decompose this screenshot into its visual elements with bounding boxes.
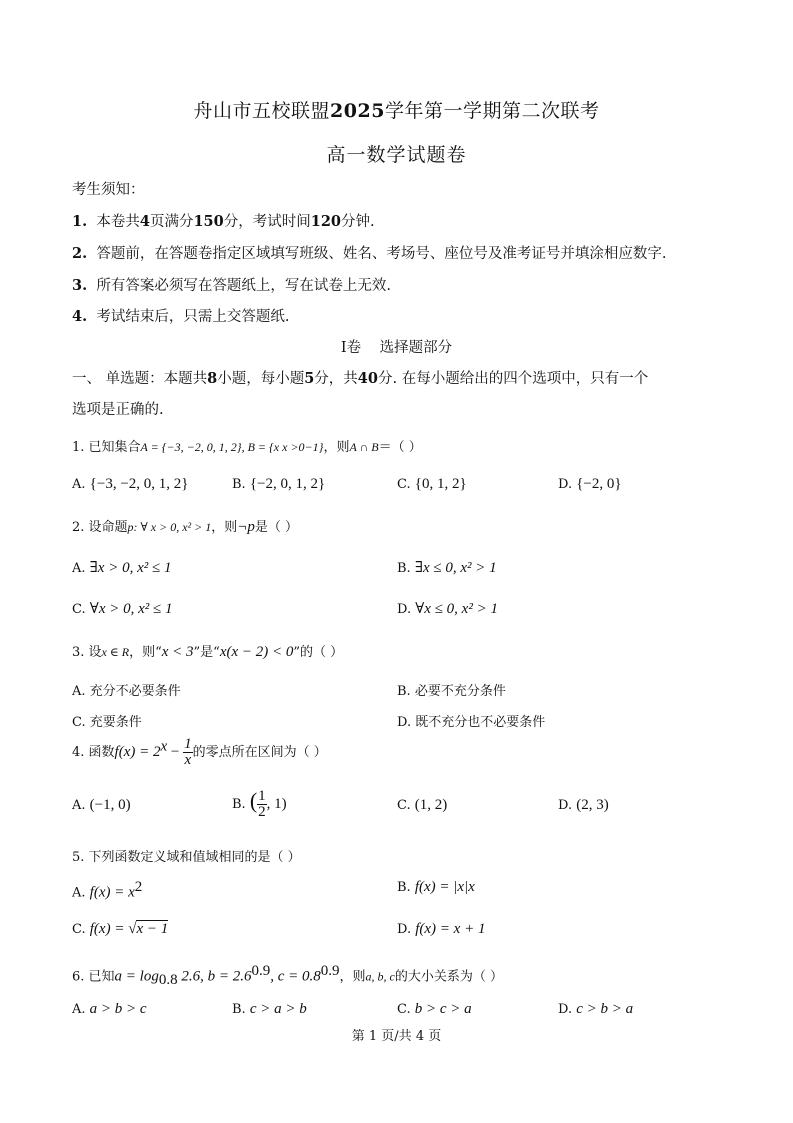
question-4: 4. 函数$f(x) = 2^x$ − $\frac{1}{x}$ 的零点所在区间为（ ） xyxy=(72,736,327,768)
q4-option-a[interactable]: A. (−1, 0) xyxy=(72,797,131,813)
section-title: I卷 选择题部分 xyxy=(340,340,453,356)
page-subtitle: 高一数学试题卷 xyxy=(326,144,467,166)
q5-option-b[interactable]: B. f(x) = |x|x xyxy=(397,879,475,895)
q5-option-d[interactable]: D. f(x) = x + 1 xyxy=(397,921,486,937)
question-1: 1. 已知集合A = {−3, −2, 0, 1, 2}, B = {x x >0−1}，则A ∩ B＝（ ） xyxy=(72,440,422,455)
q6-option-b[interactable]: B. c > a > b xyxy=(232,1001,307,1017)
notice-item-2: 2. 答题前，在答题卷指定区域填写班级、姓名、考场号、座位号及准考证号并填涂相应数字. xyxy=(72,245,667,262)
q1-set-a: A = {−3, −2, 0, 1, 2} xyxy=(140,440,242,454)
q4-option-c[interactable]: C. (1, 2) xyxy=(397,797,448,813)
q4-option-d[interactable]: D. (2, 3) xyxy=(558,797,609,813)
q3-option-b[interactable]: B. 必要不充分条件 xyxy=(397,684,506,699)
notice-item-1: 1. 本卷共4页满分150分，考试时间120分钟. xyxy=(72,213,375,230)
page-title xyxy=(0,96,793,123)
q1-option-c[interactable]: C. {0, 1, 2} xyxy=(397,476,467,492)
q6-option-d[interactable]: D. c > b > a xyxy=(558,1001,634,1017)
section-intro-line2: 选项是正确的. xyxy=(72,402,164,418)
title-year: 2025 xyxy=(330,100,385,122)
question-6: 6. 已知$a = \log_{0.8} 2.6$, $b = 2.6^{0.9}$, $c = 0.8^{0.9}$，则a, b, c的大小关系为（ ） xyxy=(72,963,503,988)
q1-set-b: , B = {x x >0−1} xyxy=(241,440,324,454)
question-3: 3. 设x ∈ R，则“x < 3”是“x(x − 2) < 0”的（ ） xyxy=(72,644,344,660)
q3-option-d[interactable]: D. 既不充分也不必要条件 xyxy=(397,715,546,730)
notice-item-4: 4. 考试结束后，只需上交答题纸. xyxy=(72,308,290,325)
q4-option-b[interactable]: B. ( $\frac{1}{2}$ , 1) xyxy=(232,788,287,820)
notice-item-3: 3. 所有答案必须写在答题纸上，写在试卷上无效. xyxy=(72,277,391,294)
title-post: 学年第一学期第二次联考 xyxy=(384,100,600,122)
notice-label: 考生须知： xyxy=(72,182,145,198)
q1-option-b[interactable]: B. {−2, 0, 1, 2} xyxy=(232,476,326,492)
q6-option-c[interactable]: C. b > c > a xyxy=(397,1001,472,1017)
title-pre: 舟山市五校联盟 xyxy=(193,100,331,122)
q1-option-a[interactable]: A. {−3, −2, 0, 1, 2} xyxy=(72,476,189,492)
q6-option-a[interactable]: A. a > b > c xyxy=(72,1001,147,1017)
q4-fraction: $\frac{1}{x}$ xyxy=(184,736,192,768)
question-5: 5. 下列函数定义域和值域相同的是（ ） xyxy=(72,850,301,865)
section-intro: 一、 单选题：本题共8小题，每小题5分，共40分. 在每小题给出的四个选项中，只有一个 xyxy=(72,370,649,387)
q2-option-b[interactable]: B. ∃x ≤ 0, x² > 1 xyxy=(397,560,497,576)
q1-option-d[interactable]: D. {−2, 0} xyxy=(558,476,622,492)
q3-option-a[interactable]: A. 充分不必要条件 xyxy=(72,684,181,699)
q2-option-a[interactable]: A. ∃x > 0, x² ≤ 1 xyxy=(72,560,172,576)
q5-option-a[interactable]: A. $f(x) = x^2$ xyxy=(72,879,143,901)
page-footer: 第 1 页/共 4 页 xyxy=(351,1029,442,1044)
q5-option-c[interactable]: C. f(x) = √x − 1 xyxy=(72,921,169,937)
q2-option-d[interactable]: D. ∀x ≤ 0, x² > 1 xyxy=(397,601,498,617)
q2-option-c[interactable]: C. ∀x > 0, x² ≤ 1 xyxy=(72,601,173,617)
q3-option-c[interactable]: C. 充要条件 xyxy=(72,715,142,730)
question-2: 2. 设命题p: ∀ x > 0, x² > 1，则¬p是（ ） xyxy=(72,519,299,535)
